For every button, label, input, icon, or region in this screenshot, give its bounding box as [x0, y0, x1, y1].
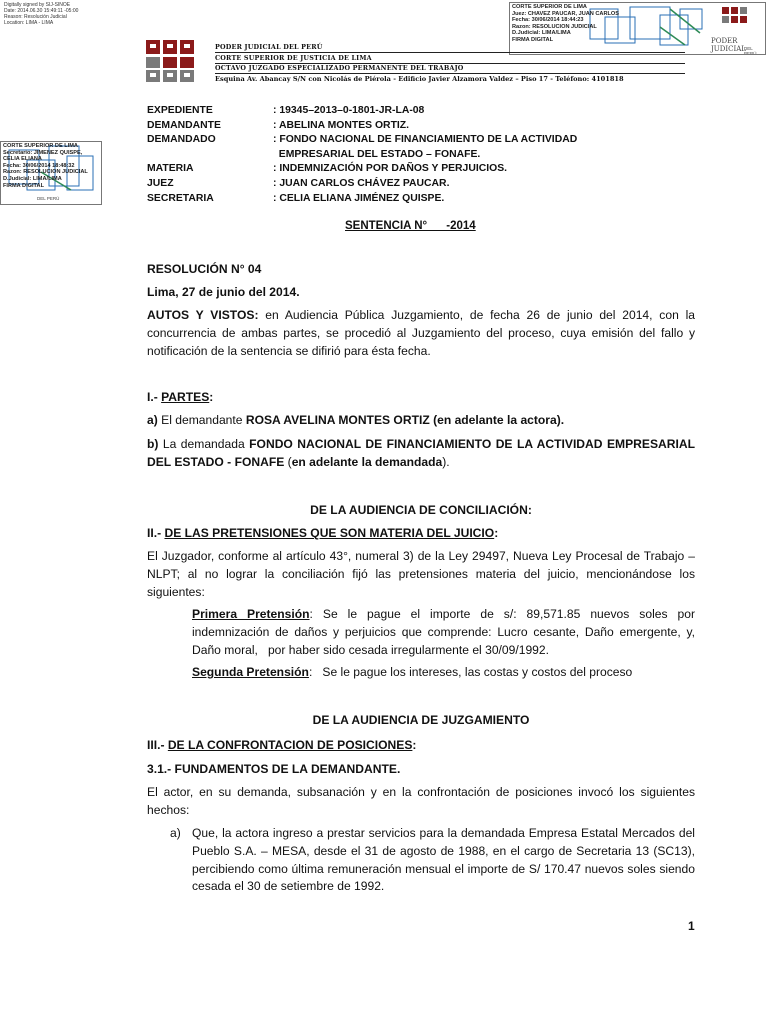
stamp-line: D.Judicial: LIMA/LIMA: [3, 175, 62, 182]
stamp-brand-sub: DEL PERÚ: [37, 196, 60, 201]
second-claim-label: Segunda Pretensión: [192, 665, 309, 679]
second-claim-text: : Se le pague los intereses, las costas y costos del proceso: [308, 665, 633, 679]
case-header-row: [147, 133, 703, 148]
case-header-row: [147, 119, 703, 134]
section-title: DE LAS PRETENSIONES QUE SON MATERIA DEL JUICIO: [164, 526, 495, 540]
stamp-brand: PODER JUDICIAL: [711, 37, 746, 53]
party-a-name: ROSA AVELINA MONTES ORTIZ (en adelante la actora).: [245, 413, 565, 427]
party-b-text: La demandada: [158, 437, 250, 451]
case-header-row: [147, 162, 703, 177]
court-office: OCTAVO JUZGADO ESPECIALIZADO PERMANENTE DEL TRABAJO: [215, 64, 464, 72]
section-colon: :: [209, 390, 214, 404]
digital-signature-line: Reason: Resolución Judicial: [4, 14, 67, 20]
stamp-line: Fecha: 30/06/2014 18:44:23: [512, 17, 584, 24]
stamp-line: Juez: CHAVEZ PAUCAR, JUAN CARLOS: [512, 10, 620, 17]
case-field-value: : 19345–2013–0-1801-JR-LA-08: [273, 105, 425, 116]
case-field-label: MATERIA: [147, 163, 194, 175]
secretary-signature-stamp: [0, 141, 102, 205]
case-field-label: SECRETARIA: [147, 192, 214, 204]
digital-signature-line: Digitally signed by SIJ-SINOE: [4, 2, 71, 8]
party-a: [147, 412, 695, 430]
case-header-row: [147, 104, 703, 119]
autos-text: en Audiencia Pública Juzgamiento, de fecha 26 de junio del 2014, con la concurrencia de ambas partes, se procedió al Juzgamiento del proceso, cuya emisión del fallo y notificación de la sentencia se difirió para ésta fecha.: [147, 308, 696, 358]
resolution-date: Lima, 27 de junio del 2014.: [147, 285, 300, 299]
party-b-label: b): [147, 437, 159, 451]
autos-paragraph: [147, 307, 695, 360]
digital-signature-line: Date: 2014.06.30 15:49:11 -05:00: [4, 8, 79, 14]
case-field-label: JUEZ: [147, 177, 174, 189]
pretensiones-paragraph: El Juzgador, conforme al artículo 43°, numeral 3) de la Ley 29497, Nueva Ley Procesal de Trabajo – NLPT; al no lograr la conciliación fijó las pretensiones materia del juicio, mencionándose los siguientes:: [147, 549, 695, 599]
case-header-row: [147, 177, 703, 192]
judgment-heading: DE LA AUDIENCIA DE JUZGAMIENTO: [312, 713, 530, 727]
party-b-text2: (: [284, 454, 292, 469]
resolution-number: RESOLUCIÓN N° 04: [147, 262, 262, 276]
stamp-line: Secretario: JIMENEZ QUISPE,: [3, 149, 83, 156]
header-divider: [215, 73, 685, 74]
stamp-line: CORTE SUPERIOR DE LIMA: [3, 143, 78, 149]
section-partes-heading: [147, 389, 695, 407]
stamp-brand-sub: DEL PERÚ: [744, 46, 757, 55]
section-number: III.-: [147, 738, 168, 752]
section-title: PARTES: [161, 390, 210, 404]
conciliation-heading: DE LA AUDIENCIA DE CONCILIACIÓN:: [310, 503, 532, 517]
digital-signature: [4, 2, 124, 26]
case-header-row: [147, 148, 703, 163]
stamp-text: [512, 4, 619, 44]
section-title: DE LA CONFRONTACION DE POSICIONES: [167, 738, 413, 752]
sentence-title: SENTENCIA N° -2014: [345, 220, 476, 232]
stamp-line: CORTE SUPERIOR DE LIMA: [512, 4, 587, 10]
case-field-value: : FONDO NACIONAL DE FINANCIAMIENTO DE LA ACTIVIDAD: [273, 134, 578, 146]
stamp-line: FIRMA DIGITAL: [512, 36, 554, 43]
first-claim: [192, 606, 699, 659]
section-colon: :: [494, 526, 499, 540]
case-field-label: EXPEDIENTE: [147, 105, 213, 116]
party-a-label: a): [147, 413, 158, 427]
stamp-line: FIRMA DIGITAL: [3, 182, 45, 189]
party-b: [147, 436, 695, 472]
party-a-text: El demandante: [157, 413, 246, 427]
court-address: Esquina Av. Abancay S/N con Nicolás de Piérola - Edificio Javier Alzamora Valdez – Piso 17 - Teléfono: 4101818: [215, 75, 624, 83]
second-claim: [192, 664, 695, 682]
digital-signature-line: Location: LIMA - LIMA: [4, 20, 54, 26]
first-claim-label: Primera Pretensión: [192, 607, 310, 621]
case-field-label: [147, 148, 273, 163]
section-posiciones-heading: [147, 737, 695, 755]
case-header-row: [147, 192, 703, 207]
fact-item-label: a): [170, 826, 181, 840]
stamp-line: Razon: RESOLUCION JUDICIAL: [512, 23, 597, 30]
judge-signature-stamp: [509, 2, 766, 55]
case-field-value: EMPRESARIAL DEL ESTADO – FONAFE.: [273, 148, 481, 160]
case-header: [147, 104, 703, 206]
party-b-text3: ).: [442, 454, 450, 469]
party-b-alias: en adelante la demandada: [291, 454, 443, 469]
fact-item-text: Que, la actora ingreso a prestar servicios para la demandada Empresa Estatal Mercados del Pueblo S.A. – MESA, desde el 31 de agosto de 1988, en el cargo de Secretaria 13 (SC13), percibiendo como última remuneración mensual el importe de S/ 170.47 nuevos soles siendo cesada el 30 de setiembre de 1992.: [192, 826, 695, 894]
court-logo-icon: [146, 40, 194, 82]
stamp-line: CELIA ELIANA: [3, 156, 42, 163]
case-field-value: : INDEMNIZACIÓN POR DAÑOS Y PERJUICIOS.: [273, 163, 508, 175]
stamp-line: Fecha: 30/06/2014 18:48:32: [3, 162, 75, 169]
autos-lead: AUTOS Y VISTOS:: [147, 308, 259, 322]
subsection-fundamentos: 3.1.- FUNDAMENTOS DE LA DEMANDANTE.: [147, 762, 401, 776]
page-number: 1: [688, 919, 695, 933]
section-number: I.-: [147, 390, 162, 404]
stamp-line: D.Judicial: LIMA/LIMA: [512, 30, 571, 37]
case-field-label: DEMANDADO: [147, 134, 216, 146]
court-name: PODER JUDICIAL DEL PERÚ: [215, 43, 323, 51]
first-claim-text: : Se le pague el importe de s/: 89,571.85 nuevos soles por indemnización de daños y perjuicios que comprende: Lucro cesante, Daño emergente, y, Daño moral, por haber sido cesada irregularmente el 30/09/1992.: [192, 607, 699, 657]
section-number: II.-: [147, 526, 165, 540]
party-b-name: FONDO NACIONAL DE FINANCIAMIENTO DE LA ACTIVIDAD EMPRESARIAL DEL ESTADO - FONAFE: [147, 437, 695, 469]
fact-item-a: [170, 825, 695, 896]
case-field-value: : JUAN CARLOS CHÁVEZ PAUCAR.: [273, 177, 450, 189]
section-colon: :: [412, 738, 417, 752]
fundamentos-intro: El actor, en su demanda, subsanación y en la confrontación de posiciones invocó los siguientes hechos:: [147, 785, 695, 817]
case-field-label: DEMANDANTE: [147, 119, 221, 131]
stamp-line: Razon: RESOLUCION JUDICIAL: [3, 169, 88, 176]
court-superior: CORTE SUPERIOR DE JUSTICIA DE LIMA: [215, 54, 372, 62]
case-field-value: : CELIA ELIANA JIMÉNEZ QUISPE.: [273, 192, 445, 204]
stamp-text: [3, 143, 88, 189]
section-pretensiones-heading: [147, 525, 695, 543]
case-field-value: : ABELINA MONTES ORTIZ.: [273, 119, 410, 131]
